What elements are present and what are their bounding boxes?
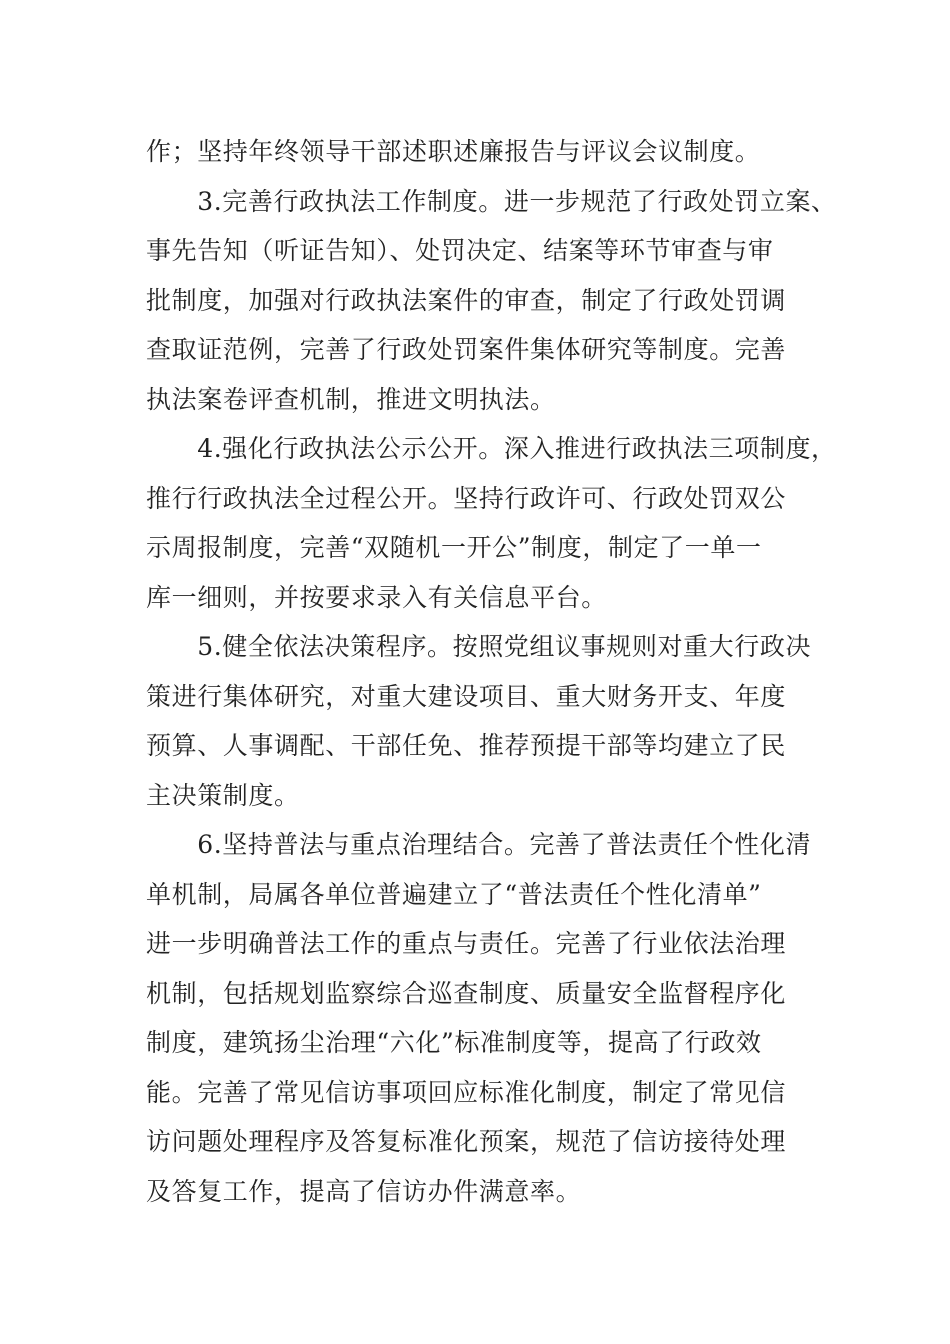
text-line: 能。完善了常见信访事项回应标准化制度，制定了常见信 xyxy=(146,1077,787,1107)
text-line: 事先告知（听证告知）、处罚决定、结案等环节审查与审 xyxy=(146,236,774,265)
text-line: 及答复工作，提高了信访办件满意率。 xyxy=(146,1176,582,1206)
text-line: 推行行政执法全过程公开。坚持行政许可、行政处罚双公 xyxy=(146,483,787,513)
text-line: 查取证范例，完善了行政处罚案件集体研究等制度。完善 xyxy=(146,335,787,364)
text-line: 制度，建筑扬尘治理“六化”标准制度等，提高了行政效 xyxy=(146,1028,762,1057)
text-line: 示周报制度，完善“双随机一开公”制度，制定了一单一 xyxy=(146,533,762,562)
body-text xyxy=(146,127,836,1216)
text-line: 批制度，加强对行政执法案件的审查，制定了行政处罚调 xyxy=(146,285,787,315)
text-line: 预算、人事调配、干部任免、推荐预提干部等均建立了民 xyxy=(146,731,787,760)
text-line: 3.完善行政执法工作制度。进一步规范了行政处罚立案、 xyxy=(146,186,837,216)
text-line: 访问题处理程序及答复标准化预案，规范了信访接待处理 xyxy=(146,1127,787,1156)
text-line: 4.强化行政执法公示公开。深入推进行政执法三项制度， xyxy=(146,434,837,463)
text-line: 策进行集体研究，对重大建设项目、重大财务开支、年度 xyxy=(146,681,787,711)
text-line: 主决策制度。 xyxy=(146,780,300,810)
text-line: 6.坚持普法与重点治理结合。完善了普法责任个性化清 xyxy=(146,830,812,859)
text-line: 进一步明确普法工作的重点与责任。完善了行业依法治理 xyxy=(146,929,787,958)
text-line: 库一细则，并按要求录入有关信息平台。 xyxy=(146,582,607,612)
text-line: 执法案卷评查机制，推进文明执法。 xyxy=(146,384,556,414)
text-line: 作；坚持年终领导干部述职述廉报告与评议会议制度。 xyxy=(146,137,761,166)
text-line: 5.健全依法决策程序。按照党组议事规则对重大行政决 xyxy=(146,632,812,661)
text-line: 机制，包括规划监察综合巡查制度、质量安全监督程序化 xyxy=(146,978,787,1008)
text-line: 单机制，局属各单位普遍建立了“普法责任个性化清单” xyxy=(146,879,762,909)
